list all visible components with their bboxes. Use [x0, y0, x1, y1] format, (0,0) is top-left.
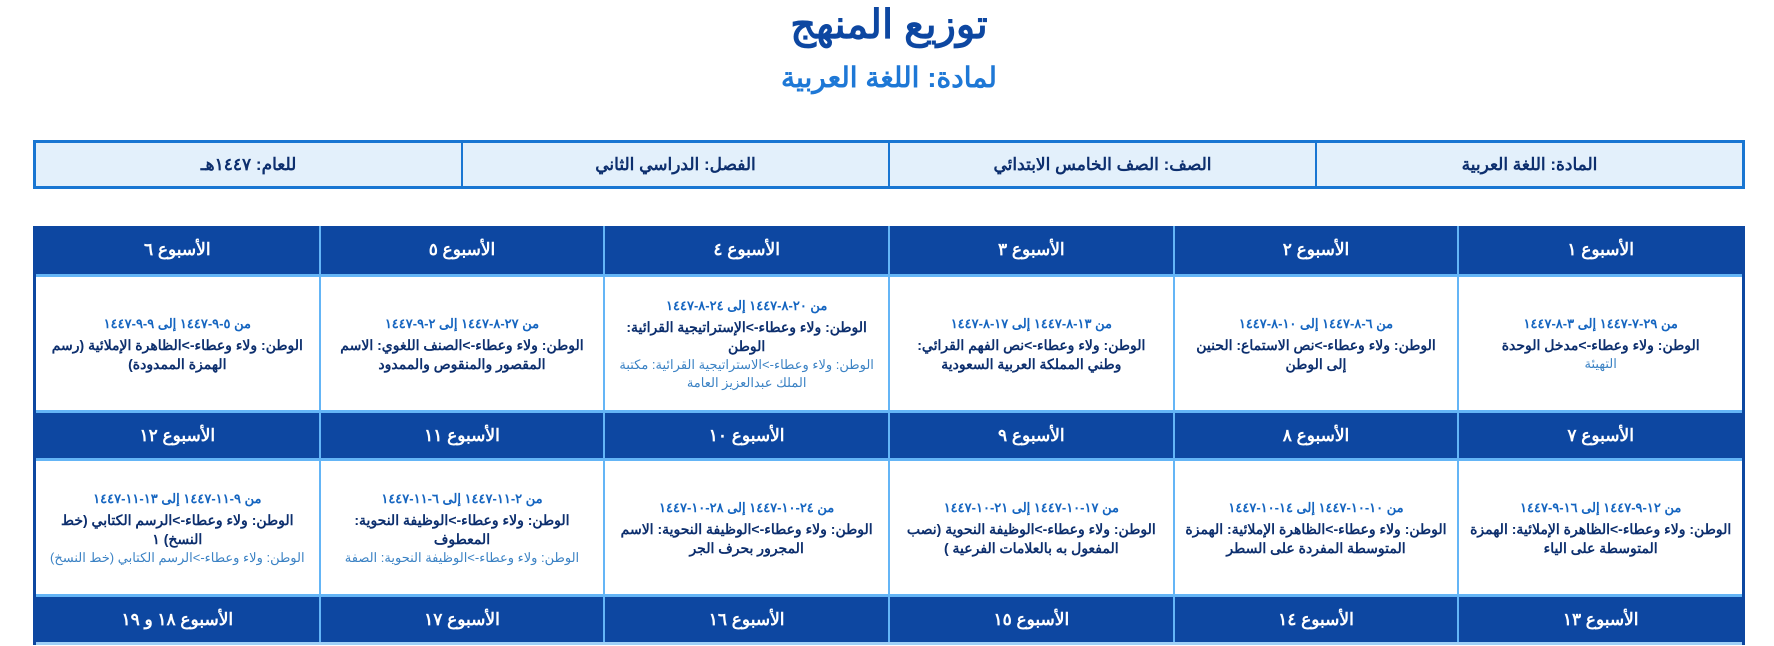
week-header: الأسبوع ٥: [319, 226, 604, 274]
info-bar: [33, 140, 1745, 189]
week-header: الأسبوع ٨: [1173, 413, 1458, 458]
week-cell: [1173, 461, 1458, 594]
date-range: من ٥-٩-١٤٤٧ إلى ٩-٩-١٤٤٧: [103, 315, 251, 331]
page-title: توزيع المنهج: [790, 3, 988, 47]
week-cell: [888, 461, 1173, 594]
lesson-extra: الوطن: ولاء وعطاء->الرسم الكتابي (خط النسخ): [50, 549, 305, 565]
date-range: من ٢٩-٧-١٤٤٧ إلى ٣-٨-١٤٤٧: [1523, 316, 1678, 331]
week-header: الأسبوع ١٧: [319, 597, 604, 642]
week-header: الأسبوع ٤: [603, 226, 888, 274]
week-header: الأسبوع ١٥: [888, 597, 1173, 642]
lesson-title: الوطن: ولاء وعطاء->الظاهرة الإملائية: الهمزة المتوسطة على الياء: [1470, 520, 1732, 556]
lesson-title: الوطن: ولاء وعطاء->الظاهرة الإملائية: الهمزة المتوسطة المفردة على السطر: [1185, 520, 1447, 556]
week-header: الأسبوع ١٨ و ١٩: [121, 609, 234, 629]
lesson-title: الوطن: ولاء وعطاء->نص الفهم القرائي: وطني المملكة العربية السعودية: [917, 336, 1146, 372]
date-range: من ١٣-٨-١٤٤٧ إلى ١٧-٨-١٤٤٧: [950, 315, 1112, 331]
week-cell: [36, 277, 319, 410]
lesson-extra: الوطن: ولاء وعطاء->الوظيفة النحوية: الصفة: [344, 549, 580, 565]
lesson-extra: الوطن: ولاء وعطاء->الاستراتيجية القرائية: مكتبة الملك عبدالعزيز العامة: [619, 356, 874, 390]
week-header: الأسبوع ١٤: [1173, 597, 1458, 642]
curriculum-grid: [33, 226, 1745, 645]
info-grade: الصف: الصف الخامس الابتدائي: [888, 143, 1315, 186]
week-header: الأسبوع ٧: [1457, 413, 1742, 458]
week-body-row: [36, 461, 1742, 594]
week-body-row: [36, 277, 1742, 410]
week-header: الأسبوع ١٢: [139, 425, 216, 445]
date-range: من ١٧-١٠-١٤٤٧ إلى ٢١-١٠-١٤٤٧: [943, 499, 1119, 515]
date-range: من ٩-١١-١٤٤٧ إلى ١٣-١١-١٤٤٧: [93, 490, 262, 506]
info-year: للعام: ١٤٤٧هـ: [200, 154, 297, 174]
week-header: الأسبوع ٢: [1173, 226, 1458, 274]
lesson-title: الوطن: ولاء وعطاء->نص الاستماع: الحنين إلى الوطن: [1196, 336, 1436, 372]
date-range: من ٢-١١-١٤٤٧ إلى ٦-١١-١٤٤٧: [381, 490, 543, 506]
week-header: الأسبوع ١٦: [603, 597, 888, 642]
lesson-extra: التهيئة: [1584, 356, 1617, 371]
week-header: الأسبوع ١٣: [1457, 597, 1742, 642]
date-range: من ٢٠-٨-١٤٤٧ إلى ٢٤-٨-١٤٤٧: [666, 297, 828, 313]
lesson-title: الوطن: ولاء وعطاء->مدخل الوحدة: [1501, 337, 1700, 353]
week-cell: [1457, 277, 1742, 410]
week-cell: [36, 461, 319, 594]
date-range: من ٢٤-١٠-١٤٤٧ إلى ٢٨-١٠-١٤٤٧: [659, 499, 835, 515]
date-range: من ١٢-٩-١٤٤٧ إلى ١٦-٩-١٤٤٧: [1520, 499, 1682, 515]
week-cell: [603, 277, 888, 410]
date-range: من ٦-٨-١٤٤٧ إلى ١٠-٨-١٤٤٧: [1238, 315, 1394, 331]
info-subject: المادة: اللغة العربية: [1315, 143, 1742, 186]
info-term: الفصل: الدراسي الثاني: [461, 143, 888, 186]
week-header: الأسبوع ٦: [144, 240, 211, 259]
week-header: الأسبوع ١: [1457, 226, 1742, 274]
week-cell: [603, 461, 888, 594]
week-header: الأسبوع ٣: [888, 226, 1173, 274]
week-header: الأسبوع ١١: [319, 413, 604, 458]
week-cell: [1173, 277, 1458, 410]
week-header: الأسبوع ٩: [888, 413, 1173, 458]
week-cell: [319, 461, 604, 594]
date-range: من ١٠-١٠-١٤٤٧ إلى ١٤-١٠-١٤٤٧: [1228, 499, 1404, 515]
lesson-title: الوطن: ولاء وعطاء->الوظيفة النحوية (نصب المفعول به بالعلامات الفرعية ): [906, 520, 1156, 556]
week-header-row: [36, 594, 1742, 645]
lesson-title: الوطن: ولاء وعطاء->الظاهرة الإملائية (رسم الهمزة الممدودة): [51, 336, 303, 372]
week-cell: [888, 277, 1173, 410]
lesson-title: الوطن: ولاء وعطاء->الإستراتيجية القرائية: الوطن: [626, 318, 867, 354]
week-cell: [1457, 461, 1742, 594]
lesson-title: الوطن: ولاء وعطاء->الوظيفة النحوية: الاسم المجرور بحرف الجر: [620, 520, 873, 556]
lesson-title: الوطن: ولاء وعطاء->الصنف اللغوي: الاسم المقصور والمنقوص والممدود: [340, 336, 584, 372]
lesson-title: الوطن: ولاء وعطاء->الرسم الكتابي (خط النسخ) ١: [61, 511, 294, 547]
week-header: الأسبوع ١٠: [603, 413, 888, 458]
week-cell: [319, 277, 604, 410]
date-range: من ٢٧-٨-١٤٤٧ إلى ٢-٩-١٤٤٧: [384, 315, 540, 331]
lesson-title: الوطن: ولاء وعطاء->الوظيفة النحوية: المعطوف: [354, 511, 570, 547]
week-header-row: [36, 226, 1742, 277]
page-subtitle: لمادة: اللغة العربية: [781, 62, 997, 93]
week-header-row: [36, 410, 1742, 461]
